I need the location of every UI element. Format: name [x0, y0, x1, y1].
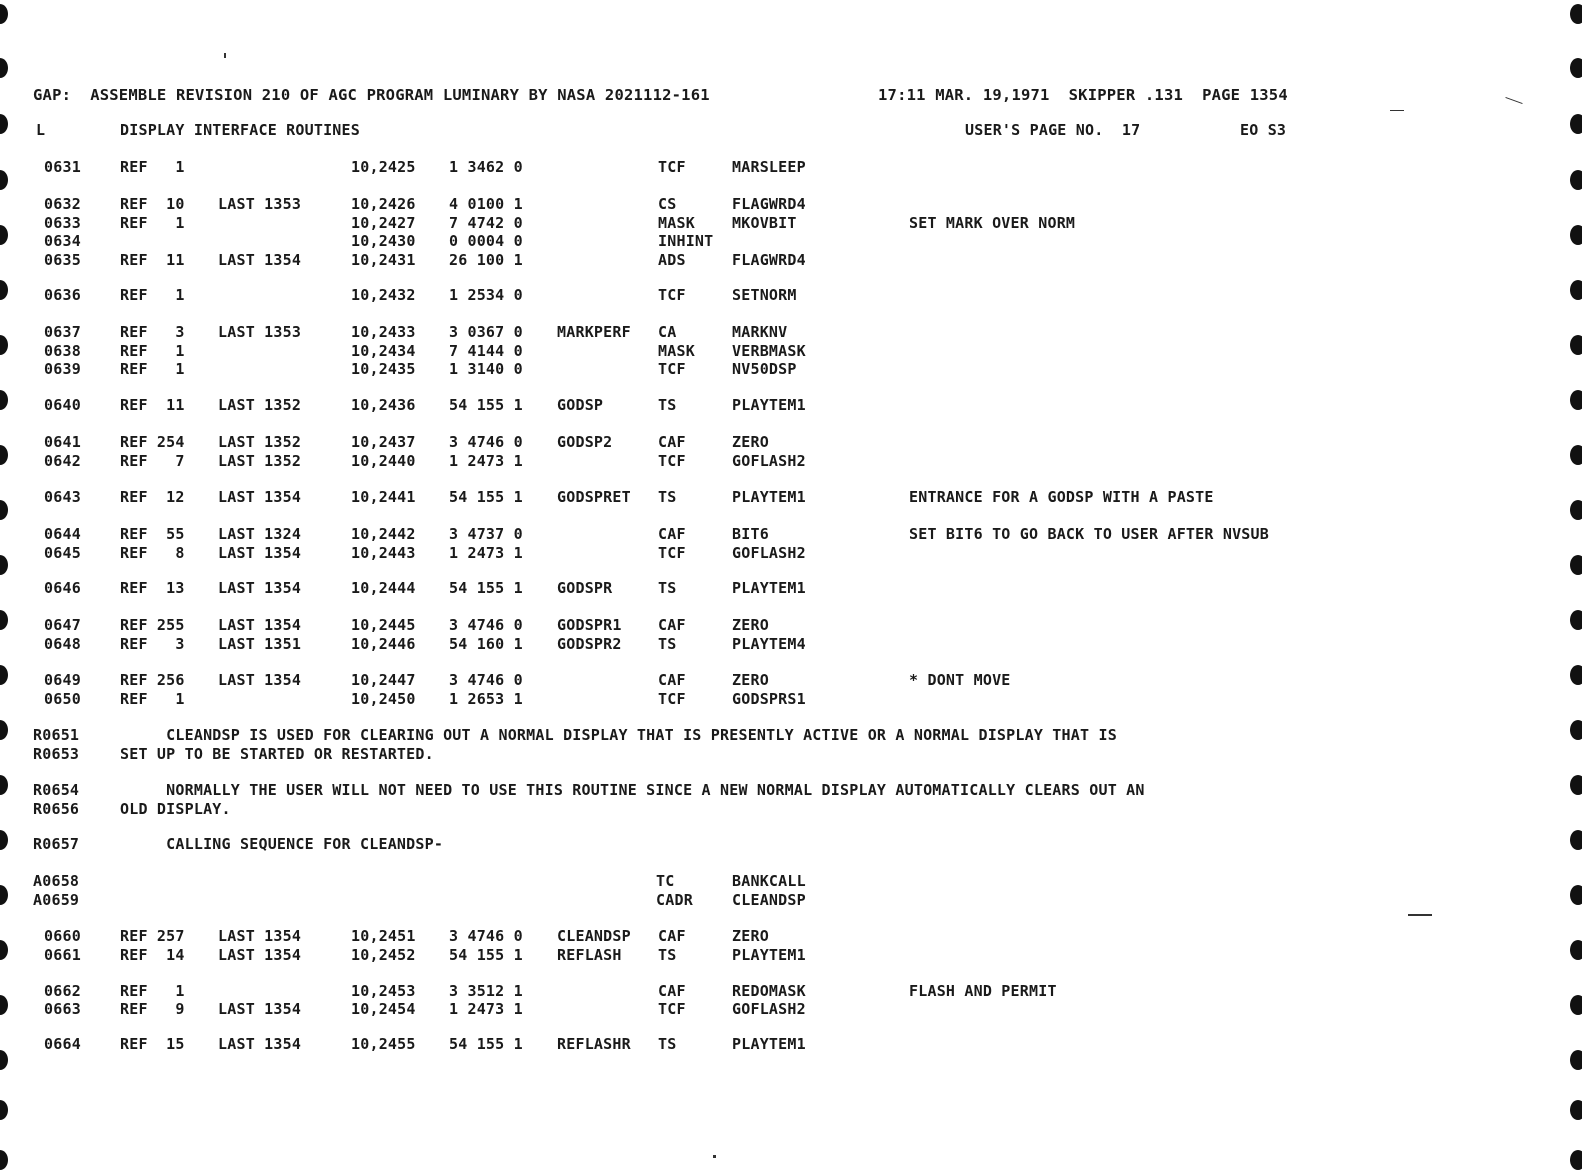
listing-operand: ZERO — [732, 927, 769, 945]
listing-n: 0649 — [44, 671, 81, 689]
listing-addr: 10,2453 — [351, 982, 416, 1000]
listing-last: LAST 1354 — [218, 927, 302, 945]
listing-n: 0648 — [44, 635, 81, 653]
listing-addr: 10,2432 — [351, 286, 416, 304]
listing-comment: * DONT MOVE — [909, 671, 1011, 689]
listing-addr: 10,2434 — [351, 342, 416, 360]
listing-operand: FLAGWRD4 — [732, 251, 806, 269]
listing-op: TCF — [658, 286, 686, 304]
print-speck — [1390, 110, 1404, 111]
listing-ref: REF 8 — [120, 544, 185, 562]
listing-last: LAST 1354 — [218, 946, 302, 964]
listing-addr: 10,2426 — [351, 195, 416, 213]
remark-number: R0653 — [33, 745, 80, 763]
listing-operand: GOFLASH2 — [732, 452, 806, 470]
listing-n: 0647 — [44, 616, 81, 634]
listing-code: 3 4746 0 — [449, 616, 523, 634]
listing-code: 54 160 1 — [449, 635, 523, 653]
listing-addr: 10,2440 — [351, 452, 416, 470]
listing-addr: 10,2437 — [351, 433, 416, 451]
listing-label: GODSPRET — [557, 488, 631, 506]
listing-op: CAF — [658, 433, 686, 451]
listing-addr: 10,2431 — [351, 251, 416, 269]
listing-last: LAST 1352 — [218, 433, 302, 451]
listing-ref: REF 9 — [120, 1000, 185, 1018]
listing-addr: 10,2452 — [351, 946, 416, 964]
listing-n: 0631 — [44, 158, 81, 176]
page-header-left: GAP: ASSEMBLE REVISION 210 OF AGC PROGRAM LUMINARY BY NASA 2021112-161 — [33, 86, 710, 104]
listing-n: 0643 — [44, 488, 81, 506]
calling-op: TC — [656, 872, 675, 890]
listing-operand: GOFLASH2 — [732, 1000, 806, 1018]
listing-n: 0635 — [44, 251, 81, 269]
listing-ref: REF 254 — [120, 433, 185, 451]
listing-operand: MKOVBIT — [732, 214, 797, 232]
listing-op: INHINT — [658, 232, 714, 250]
listing-addr: 10,2435 — [351, 360, 416, 378]
listing-addr: 10,2446 — [351, 635, 416, 653]
listing-ref: REF 1 — [120, 286, 185, 304]
calling-operand: CLEANDSP — [732, 891, 806, 909]
listing-addr: 10,2451 — [351, 927, 416, 945]
listing-code: 1 2473 1 — [449, 544, 523, 562]
listing-op: TS — [658, 579, 677, 597]
listing-n: 0640 — [44, 396, 81, 414]
listing-ref: REF 3 — [120, 635, 185, 653]
calling-n: A0659 — [33, 891, 80, 909]
listing-ref: REF 11 — [120, 396, 185, 414]
remark-text: NORMALLY THE USER WILL NOT NEED TO USE THIS ROUTINE SINCE A NEW NORMAL DISPLAY AUTOMATICALLY CLEARS OUT AN — [120, 781, 1145, 799]
listing-code: 1 2653 1 — [449, 690, 523, 708]
listing-ref: REF 1 — [120, 982, 185, 1000]
listing-op: TCF — [658, 544, 686, 562]
listing-code: 26 100 1 — [449, 251, 523, 269]
listing-n: 0639 — [44, 360, 81, 378]
listing-ref: REF 12 — [120, 488, 185, 506]
listing-label: REFLASH — [557, 946, 622, 964]
users-page-number: USER'S PAGE NO. 17 — [965, 121, 1141, 139]
listing-ref: REF 1 — [120, 214, 185, 232]
listing-op: MASK — [658, 342, 695, 360]
listing-ref: REF 256 — [120, 671, 185, 689]
listing-op: CAF — [658, 982, 686, 1000]
listing-op: CAF — [658, 616, 686, 634]
listing-op: TCF — [658, 690, 686, 708]
listing-n: 0662 — [44, 982, 81, 1000]
listing-op: TCF — [658, 452, 686, 470]
listing-last: LAST 1353 — [218, 323, 302, 341]
listing-label: GODSPR2 — [557, 635, 622, 653]
remark-number: R0656 — [33, 800, 80, 818]
listing-operand: MARKNV — [732, 323, 788, 341]
listing-code: 1 2534 0 — [449, 286, 523, 304]
listing-code: 3 4746 0 — [449, 671, 523, 689]
remark-text: OLD DISPLAY. — [120, 800, 231, 818]
listing-op: ADS — [658, 251, 686, 269]
listing-addr: 10,2454 — [351, 1000, 416, 1018]
listing-label: GODSP — [557, 396, 604, 414]
listing-operand: PLAYTEM1 — [732, 946, 806, 964]
listing-label: REFLASHR — [557, 1035, 631, 1053]
listing-addr: 10,2447 — [351, 671, 416, 689]
listing-ref: REF 11 — [120, 251, 185, 269]
listing-operand: SETNORM — [732, 286, 797, 304]
listing-code: 3 4737 0 — [449, 525, 523, 543]
listing-addr: 10,2444 — [351, 579, 416, 597]
listing-addr: 10,2430 — [351, 232, 416, 250]
listing-op: CAF — [658, 671, 686, 689]
print-speck — [1505, 97, 1522, 104]
listing-last: LAST 1354 — [218, 544, 302, 562]
listing-code: 54 155 1 — [449, 1035, 523, 1053]
listing-code: 54 155 1 — [449, 579, 523, 597]
listing-ref: REF 10 — [120, 195, 185, 213]
listing-n: 0641 — [44, 433, 81, 451]
listing-addr: 10,2450 — [351, 690, 416, 708]
listing-code: 0 0004 0 — [449, 232, 523, 250]
listing-code: 7 4742 0 — [449, 214, 523, 232]
listing-code: 1 3462 0 — [449, 158, 523, 176]
listing-op: CA — [658, 323, 677, 341]
listing-ref: REF 13 — [120, 579, 185, 597]
listing-last: LAST 1354 — [218, 1035, 302, 1053]
listing-op: MASK — [658, 214, 695, 232]
print-speck — [713, 1155, 716, 1158]
listing-ref: REF 3 — [120, 323, 185, 341]
listing-n: 0642 — [44, 452, 81, 470]
page-header-right: 17:11 MAR. 19,1971 SKIPPER .131 PAGE 1354 — [878, 86, 1288, 104]
listing-last: LAST 1354 — [218, 616, 302, 634]
listing-label: GODSPR1 — [557, 616, 622, 634]
listing-op: TS — [658, 1035, 677, 1053]
listing-op: TS — [658, 635, 677, 653]
listing-addr: 10,2441 — [351, 488, 416, 506]
listing-comment: SET BIT6 TO GO BACK TO USER AFTER NVSUB — [909, 525, 1269, 543]
remark-number: R0651 — [33, 726, 80, 744]
listing-comment: FLASH AND PERMIT — [909, 982, 1057, 1000]
listing-last: LAST 1352 — [218, 452, 302, 470]
listing-comment: ENTRANCE FOR A GODSP WITH A PASTE — [909, 488, 1214, 506]
listing-last: LAST 1354 — [218, 579, 302, 597]
listing-code: 1 2473 1 — [449, 1000, 523, 1018]
listing-ref: REF 7 — [120, 452, 185, 470]
listing-last: LAST 1354 — [218, 1000, 302, 1018]
calling-op: CADR — [656, 891, 693, 909]
calling-n: A0658 — [33, 872, 80, 890]
listing-code: 1 3140 0 — [449, 360, 523, 378]
listing-n: 0637 — [44, 323, 81, 341]
eo-code: EO S3 — [1240, 121, 1287, 139]
listing-label: CLEANDSP — [557, 927, 631, 945]
remark-number: R0654 — [33, 781, 80, 799]
listing-op: TCF — [658, 158, 686, 176]
listing-code: 3 0367 0 — [449, 323, 523, 341]
listing-op: TS — [658, 488, 677, 506]
listing-addr: 10,2445 — [351, 616, 416, 634]
listing-code: 3 4746 0 — [449, 927, 523, 945]
listing-addr: 10,2455 — [351, 1035, 416, 1053]
listing-n: 0645 — [44, 544, 81, 562]
listing-op: CAF — [658, 927, 686, 945]
listing-code: 3 3512 1 — [449, 982, 523, 1000]
listing-ref: REF 1 — [120, 158, 185, 176]
listing-addr: 10,2442 — [351, 525, 416, 543]
listing-n: 0636 — [44, 286, 81, 304]
listing-last: LAST 1353 — [218, 195, 302, 213]
listing-op: TCF — [658, 360, 686, 378]
listing-n: 0633 — [44, 214, 81, 232]
print-speck — [1408, 914, 1432, 916]
remark-text: SET UP TO BE STARTED OR RESTARTED. — [120, 745, 434, 763]
listing-operand: BIT6 — [732, 525, 769, 543]
calling-operand: BANKCALL — [732, 872, 806, 890]
listing-code: 54 155 1 — [449, 488, 523, 506]
listing-n: 0663 — [44, 1000, 81, 1018]
remark-number: R0657 — [33, 835, 80, 853]
listing-code: 4 0100 1 — [449, 195, 523, 213]
listing-operand: PLAYTEM1 — [732, 488, 806, 506]
listing-n: 0661 — [44, 946, 81, 964]
listing-addr: 10,2427 — [351, 214, 416, 232]
listing-last: LAST 1324 — [218, 525, 302, 543]
listing-operand: ZERO — [732, 671, 769, 689]
listing-code: 1 2473 1 — [449, 452, 523, 470]
listing-ref: REF 1 — [120, 342, 185, 360]
listing-last: LAST 1354 — [218, 671, 302, 689]
listing-op: TS — [658, 946, 677, 964]
listing-n: 0646 — [44, 579, 81, 597]
listing-op: CAF — [658, 525, 686, 543]
section-title: DISPLAY INTERFACE ROUTINES — [120, 121, 360, 139]
listing-ref: REF 1 — [120, 690, 185, 708]
listing-operand: GOFLASH2 — [732, 544, 806, 562]
section-marker: L — [36, 121, 46, 139]
print-speck — [224, 53, 226, 58]
listing-n: 0634 — [44, 232, 81, 250]
listing-op: TCF — [658, 1000, 686, 1018]
listing-ref: REF 14 — [120, 946, 185, 964]
listing-code: 3 4746 0 — [449, 433, 523, 451]
listing-operand: FLAGWRD4 — [732, 195, 806, 213]
listing-last: LAST 1351 — [218, 635, 302, 653]
listing-label: GODSP2 — [557, 433, 613, 451]
listing-addr: 10,2436 — [351, 396, 416, 414]
listing-op: TS — [658, 396, 677, 414]
listing-addr: 10,2425 — [351, 158, 416, 176]
listing-ref: REF 55 — [120, 525, 185, 543]
listing-n: 0638 — [44, 342, 81, 360]
listing-n: 0632 — [44, 195, 81, 213]
remark-text: CALLING SEQUENCE FOR CLEANDSP- — [120, 835, 444, 853]
listing-last: LAST 1354 — [218, 251, 302, 269]
listing-addr: 10,2443 — [351, 544, 416, 562]
listing-label: GODSPR — [557, 579, 613, 597]
listing-operand: VERBMASK — [732, 342, 806, 360]
listing-operand: PLAYTEM4 — [732, 635, 806, 653]
listing-comment: SET MARK OVER NORM — [909, 214, 1076, 232]
listing-addr: 10,2433 — [351, 323, 416, 341]
listing-operand: MARSLEEP — [732, 158, 806, 176]
listing-operand: ZERO — [732, 616, 769, 634]
listing-operand: GODSPRS1 — [732, 690, 806, 708]
listing-operand: PLAYTEM1 — [732, 396, 806, 414]
listing-n: 0660 — [44, 927, 81, 945]
listing-operand: PLAYTEM1 — [732, 579, 806, 597]
listing-label: MARKPERF — [557, 323, 631, 341]
listing-ref: REF 15 — [120, 1035, 185, 1053]
remark-text: CLEANDSP IS USED FOR CLEARING OUT A NORMAL DISPLAY THAT IS PRESENTLY ACTIVE OR A NORMAL DISPLAY THAT IS — [120, 726, 1117, 744]
listing-n: 0650 — [44, 690, 81, 708]
listing-n: 0644 — [44, 525, 81, 543]
listing-ref: REF 1 — [120, 360, 185, 378]
listing-operand: ZERO — [732, 433, 769, 451]
listing-last: LAST 1354 — [218, 488, 302, 506]
listing-last: LAST 1352 — [218, 396, 302, 414]
listing-operand: REDOMASK — [732, 982, 806, 1000]
listing-n: 0664 — [44, 1035, 81, 1053]
listing-op: CS — [658, 195, 677, 213]
listing-operand: NV50DSP — [732, 360, 797, 378]
listing-code: 54 155 1 — [449, 946, 523, 964]
listing-ref: REF 257 — [120, 927, 185, 945]
listing-operand: PLAYTEM1 — [732, 1035, 806, 1053]
listing-code: 54 155 1 — [449, 396, 523, 414]
listing-ref: REF 255 — [120, 616, 185, 634]
listing-code: 7 4144 0 — [449, 342, 523, 360]
